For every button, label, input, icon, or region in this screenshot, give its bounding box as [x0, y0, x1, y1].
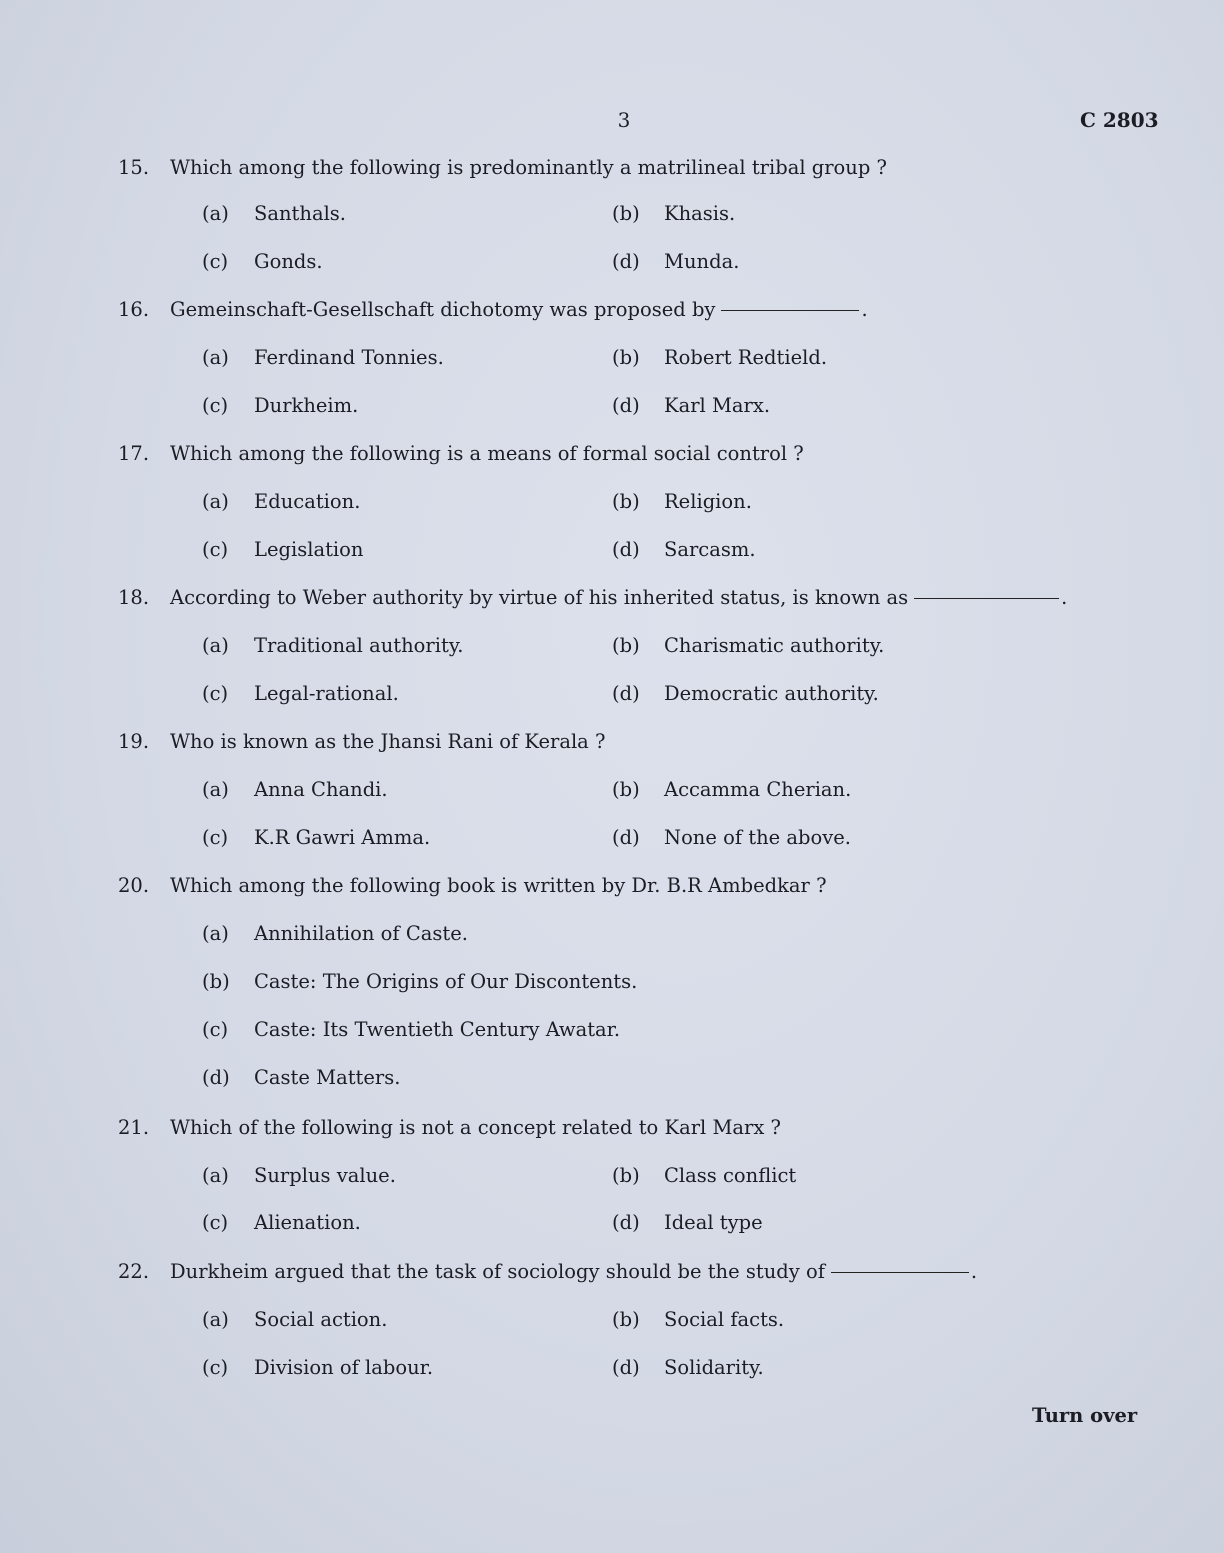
question-17	[118, 442, 804, 465]
paper-code: C 2803	[1080, 108, 1159, 132]
option-label: (a)	[202, 490, 229, 513]
question-number: 17.	[118, 442, 150, 465]
option-text: Caste: Its Twentieth Century Awatar.	[254, 1018, 621, 1041]
option-19d	[612, 826, 851, 849]
question-20	[118, 874, 827, 897]
option-text: Alienation.	[254, 1211, 361, 1234]
question-16	[118, 298, 868, 321]
option-label: (c)	[202, 1356, 229, 1379]
question-text: Gemeinschaft-Gesellschaft dichotomy was proposed by	[170, 298, 716, 321]
option-text: Traditional authority.	[254, 634, 464, 657]
answer-blank	[721, 310, 859, 311]
option-19a	[202, 778, 388, 801]
option-17a	[202, 490, 360, 513]
option-label: (a)	[202, 202, 229, 225]
option-text: Caste Matters.	[254, 1066, 401, 1089]
option-label: (c)	[202, 538, 229, 561]
option-text: K.R Gawri Amma.	[254, 826, 431, 849]
question-18	[118, 586, 1067, 609]
question-text: Durkheim argued that the task of sociology should be the study of	[170, 1260, 825, 1283]
option-15c	[202, 250, 323, 273]
option-label: (d)	[612, 250, 640, 273]
option-text: Khasis.	[664, 202, 736, 225]
option-label: (d)	[612, 682, 640, 705]
option-label: (c)	[202, 1211, 229, 1234]
option-text: Religion.	[664, 490, 752, 513]
option-label: (a)	[202, 1308, 229, 1331]
option-text: Democratic authority.	[664, 682, 879, 705]
option-text: Robert Redtield.	[664, 346, 828, 369]
option-label: (a)	[202, 778, 229, 801]
option-text: Caste: The Origins of Our Discontents.	[254, 970, 638, 993]
option-label: (b)	[612, 634, 640, 657]
question-tail: .	[970, 1260, 978, 1283]
option-20b	[202, 970, 637, 993]
question-number: 20.	[118, 874, 150, 897]
option-text: Ideal type	[664, 1211, 763, 1234]
option-18c	[202, 682, 399, 705]
option-label: (d)	[612, 826, 640, 849]
option-18a	[202, 634, 463, 657]
option-label: (b)	[612, 202, 640, 225]
option-label: (d)	[612, 1356, 640, 1379]
option-15b	[612, 202, 735, 225]
option-text: Santhals.	[254, 202, 347, 225]
option-text: Gonds.	[254, 250, 323, 273]
option-text: Charismatic authority.	[664, 634, 885, 657]
option-label: (a)	[202, 634, 229, 657]
option-17c	[202, 538, 363, 561]
option-text: Social facts.	[664, 1308, 785, 1331]
question-text: Which among the following is predominantly a matrilineal tribal group ?	[170, 156, 887, 179]
option-label: (a)	[202, 346, 229, 369]
option-label: (b)	[612, 490, 640, 513]
option-label: (b)	[612, 1164, 640, 1187]
option-15d	[612, 250, 739, 273]
option-18b	[612, 634, 884, 657]
question-text: Which of the following is not a concept related to Karl Marx ?	[170, 1116, 782, 1139]
question-number: 19.	[118, 730, 150, 753]
option-19c	[202, 826, 430, 849]
option-21d	[612, 1211, 763, 1234]
option-text: Annihilation of Caste.	[254, 922, 468, 945]
option-label: (c)	[202, 826, 229, 849]
option-label: (b)	[612, 778, 640, 801]
option-21b	[612, 1164, 796, 1187]
option-text: Solidarity.	[664, 1356, 764, 1379]
option-label: (c)	[202, 394, 229, 417]
question-tail: .	[861, 298, 868, 321]
option-15a	[202, 202, 346, 225]
option-16a	[202, 346, 444, 369]
option-18d	[612, 682, 879, 705]
page-number: 3	[617, 108, 631, 132]
option-17b	[612, 490, 752, 513]
option-text: Munda.	[664, 250, 740, 273]
option-text: Sarcasm.	[664, 538, 756, 561]
option-text: Class conflict	[664, 1164, 797, 1187]
question-15	[118, 156, 887, 179]
option-16d	[612, 394, 770, 417]
option-label: (c)	[202, 682, 229, 705]
turn-over-note: Turn over	[1032, 1404, 1138, 1427]
question-21	[118, 1116, 781, 1139]
option-22b	[612, 1308, 784, 1331]
option-21a	[202, 1164, 396, 1187]
option-text: None of the above.	[664, 826, 851, 849]
option-label: (a)	[202, 1164, 229, 1187]
question-19	[118, 730, 605, 753]
question-number: 22.	[118, 1260, 150, 1283]
option-22c	[202, 1356, 433, 1379]
option-20c	[202, 1018, 620, 1041]
option-text: Social action.	[254, 1308, 388, 1331]
question-number: 18.	[118, 586, 150, 609]
option-text: Accamma Cherian.	[664, 778, 852, 801]
question-text: Which among the following is a means of formal social control ?	[170, 442, 804, 465]
option-label: (d)	[612, 538, 640, 561]
option-text: Durkheim.	[254, 394, 359, 417]
option-17d	[612, 538, 756, 561]
question-number: 15.	[118, 156, 150, 179]
option-text: Surplus value.	[254, 1164, 396, 1187]
option-22d	[612, 1356, 764, 1379]
option-text: Division of labour.	[254, 1356, 434, 1379]
option-label: (c)	[202, 1018, 229, 1041]
option-text: Ferdinand Tonnies.	[254, 346, 444, 369]
option-text: Education.	[254, 490, 361, 513]
option-label: (d)	[612, 394, 640, 417]
option-label: (d)	[202, 1066, 230, 1089]
option-text: Anna Chandi.	[254, 778, 388, 801]
option-label: (a)	[202, 922, 229, 945]
option-20a	[202, 922, 468, 945]
question-text: According to Weber authority by virtue of his inherited status, is known as	[170, 586, 909, 609]
question-number: 16.	[118, 298, 150, 321]
answer-blank	[831, 1272, 969, 1273]
option-label: (b)	[612, 346, 640, 369]
answer-blank	[914, 598, 1059, 599]
option-label: (c)	[202, 250, 229, 273]
question-number: 21.	[118, 1116, 150, 1139]
question-tail: .	[1061, 586, 1068, 609]
question-text: Who is known as the Jhansi Rani of Kerala ?	[170, 730, 606, 753]
option-22a	[202, 1308, 387, 1331]
option-text: Karl Marx.	[664, 394, 771, 417]
option-label: (b)	[612, 1308, 640, 1331]
question-22	[118, 1260, 977, 1283]
option-21c	[202, 1211, 361, 1234]
option-text: Legal-rational.	[254, 682, 399, 705]
option-label: (b)	[202, 970, 230, 993]
option-16b	[612, 346, 827, 369]
option-19b	[612, 778, 851, 801]
question-text: Which among the following book is written by Dr. B.R Ambedkar ?	[170, 874, 827, 897]
option-16c	[202, 394, 358, 417]
option-20d	[202, 1066, 400, 1089]
option-text: Legislation	[254, 538, 364, 561]
option-label: (d)	[612, 1211, 640, 1234]
